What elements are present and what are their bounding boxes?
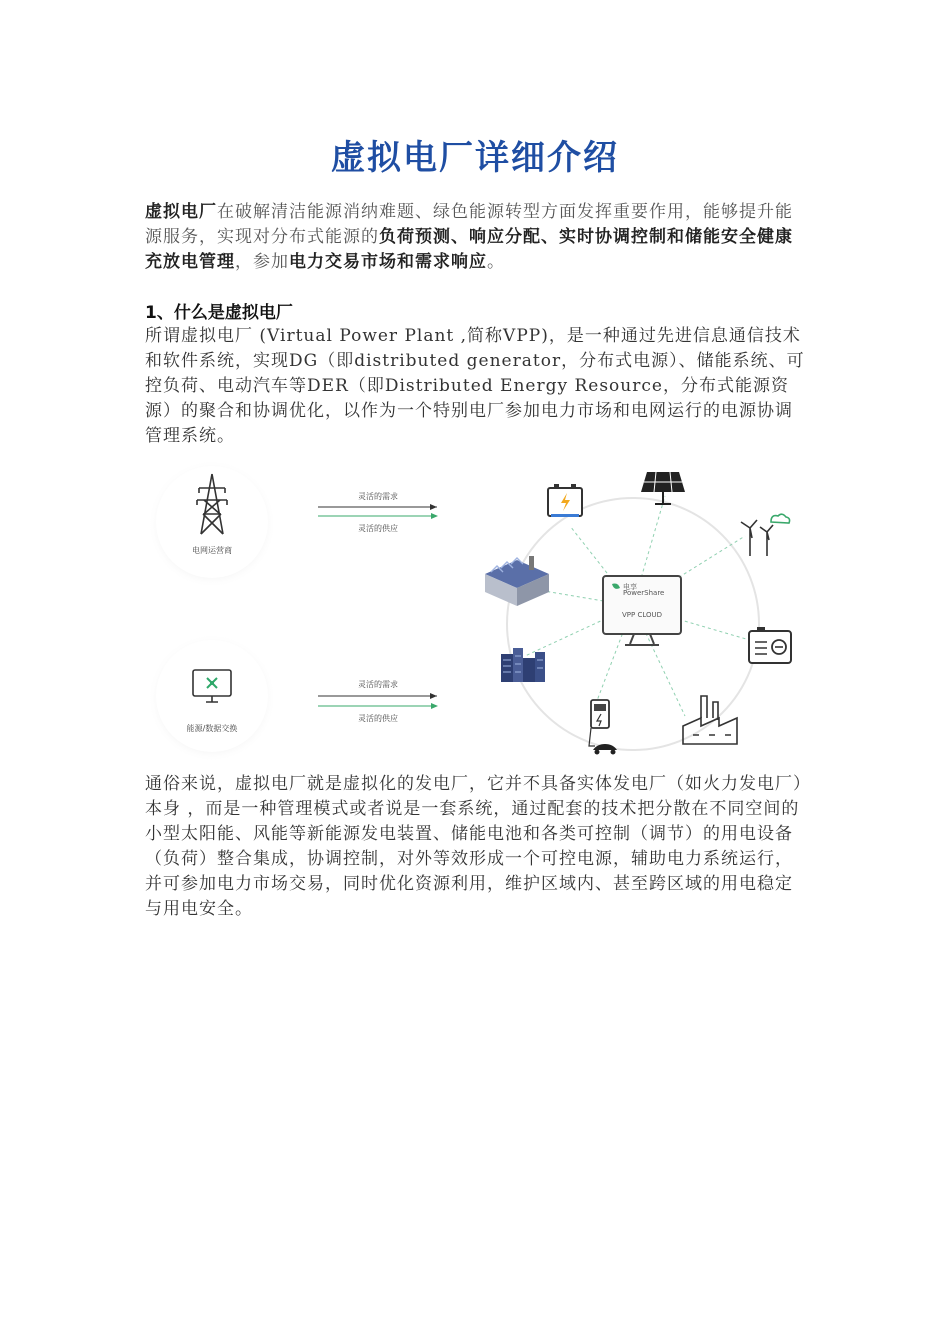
vpp-cloud-label: VPP CLOUD xyxy=(621,611,663,619)
city-buildings-icon xyxy=(501,648,545,682)
bottom-arrows xyxy=(318,679,437,723)
intro-bold-functions: 负荷预测、响应分配、实时协调控制和储能安全健康充放电管理 xyxy=(145,227,793,272)
page-title: 虚拟电厂详细介绍 xyxy=(331,138,619,178)
wind-turbine-icon xyxy=(741,514,790,556)
intro-text-2: ，参加 xyxy=(235,252,289,272)
intro-bold-term: 虚拟电厂 xyxy=(145,202,217,222)
intro-paragraph xyxy=(145,200,810,275)
section-heading: 1、什么是虚拟电厂 xyxy=(145,303,293,323)
industrial-building-icon xyxy=(485,556,549,606)
vpp-diagram-svg xyxy=(145,456,810,766)
grid-operator-node xyxy=(148,460,276,588)
energy-exchange-label: 能源/数据交换 xyxy=(186,724,238,733)
vpp-diagram xyxy=(145,456,810,766)
flexible-supply-label-top: 灵活的供应 xyxy=(358,524,398,533)
intro-bold-market: 电力交易市场和需求响应 xyxy=(289,252,487,272)
intro-text-1: 在破解清洁能源消纳难题、绿色能源转型方面发挥重要作用，能够提升能源服务，实现对分布式能源的 xyxy=(145,202,793,247)
energy-exchange-node xyxy=(148,634,276,762)
grid-operator-label: 电网运营商 xyxy=(192,546,232,555)
vpp-cloud-monitor xyxy=(603,576,681,645)
definition-paragraph: 所谓虚拟电厂 (Virtual Power Plant ,简称VPP)，是一种通过先进信息通信技术和软件系统，实现DG（即distributed generator，分布式电源）、储能系统、可控负荷、电动汽车等DER（即Distributed Energy Resource，分布式能源资源）的聚合和协调优化，以作为一个特别电厂参加电力市场和电网运行的电源协调管理系统。 xyxy=(145,326,805,446)
intro-text-3: 。 xyxy=(487,252,505,272)
battery-icon xyxy=(548,484,582,517)
flexible-demand-label-top: 灵活的需求 xyxy=(358,492,398,501)
generator-icon xyxy=(749,627,791,663)
flexible-supply-label-bottom: 灵活的供应 xyxy=(358,714,398,723)
flexible-demand-label-bottom: 灵活的需求 xyxy=(358,680,398,689)
ev-charger-icon xyxy=(589,700,617,755)
monitor-brand-sub: PowerShare xyxy=(623,589,665,597)
top-arrows xyxy=(318,491,437,533)
monitor-brand: 电享 xyxy=(623,583,637,591)
explanation-paragraph: 通俗来说，虚拟电厂就是虚拟化的发电厂，它并不具备实体发电厂（如火力发电厂）本身 ，而是一种管理模式或者说是一套系统，通过配套的技术把分散在不同空间的小型太阳能、风能等新能源发电装置、储能电池和各类可控制（调节）的用电设备（负荷）整合集成，协调控制，对外等效形成一个可控电源，辅助电力系统运行，并可参加电力市场交易，同时优化资源利用，维护区域内、甚至跨区域的用电稳定与用电安全。 xyxy=(145,774,803,919)
